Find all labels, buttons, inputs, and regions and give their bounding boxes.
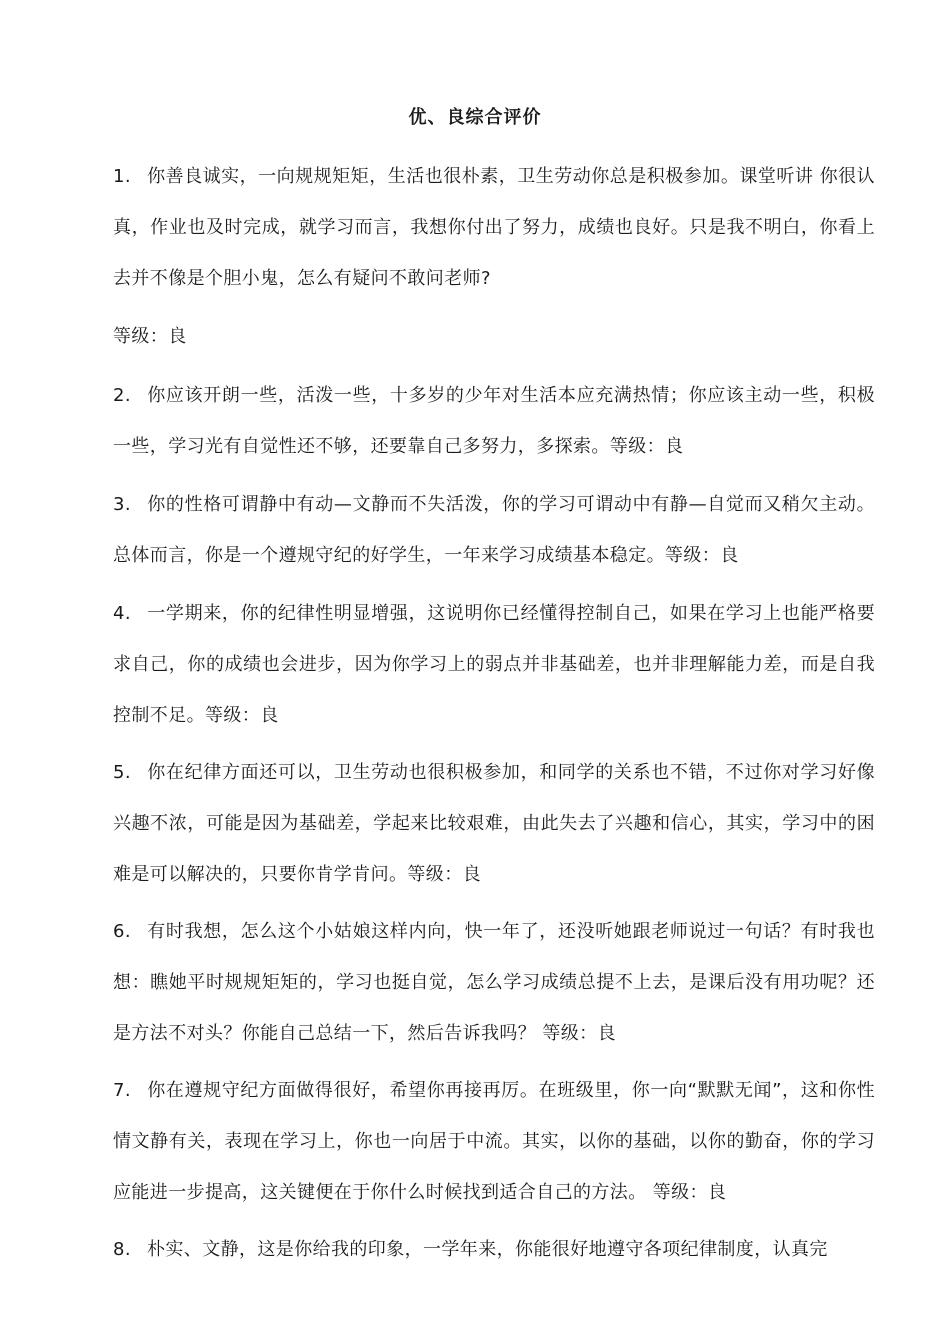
evaluation-item-1 (113, 151, 875, 304)
item-number: 8. (113, 1239, 131, 1260)
item-text: 一学期来，你的纪律性明显增强，这说明你已经懂得控制自己，如果在学习上也能严格要求自己，你的成绩也会进步，因为你学习上的弱点并非基础差，也并非理解能力差，而是自我控制不足。 (113, 603, 875, 726)
evaluation-item-8 (113, 1224, 875, 1275)
item-number: 5. (113, 762, 131, 783)
item-number: 4. (113, 603, 131, 624)
item-grade: 等级：良 (536, 1023, 616, 1044)
evaluation-item-2 (113, 370, 875, 472)
item-number: 6. (113, 921, 131, 942)
item-number: 3. (113, 494, 131, 515)
evaluation-item-1-grade (113, 311, 875, 362)
item-text: 你应该开朗一些，活泼一些，十多岁的少年对生活本应充满热情；你应该主动一些，积极一些，学习光有自觉性还不够，还要靠自己多努力，多探索。 (113, 385, 875, 457)
evaluation-item-5 (113, 747, 875, 900)
item-text: 你善良诚实，一向规规矩矩，生活也很朴素，卫生劳动你总是积极参加。课堂听讲 你很认真，作业也及时完成，就学习而言，我想你付出了努力，成绩也良好。只是我不明白，你看上去并不像是个胆小鬼，怎么有疑问不敢问老师? (113, 166, 875, 289)
item-grade: 等级：良 (205, 705, 279, 726)
item-grade: 等级：良 (113, 326, 187, 347)
item-grade: 等级：良 (665, 545, 739, 566)
item-text: 你的性格可谓静中有动—文静而不失活泼，你的学习可谓动中有静—自觉而又稍欠主动。总体而言，你是一个遵规守纪的好学生，一年来学习成绩基本稳定。 (113, 494, 875, 566)
item-text: 有时我想，怎么这个小姑娘这样内向，快一年了，还没听她跟老师说过一句话？有时我也想：瞧她平时规规矩矩的，学习也挺自觉，怎么学习成绩总提不上去，是课后没有用功呢？还是方法不对头？你能自己总结一下，然后告诉我吗？ (113, 921, 875, 1044)
item-number: 1. (113, 166, 131, 187)
item-text: 朴实、文静，这是你给我的印象，一学年来，你能很好地遵守各项纪律制度，认真完 (147, 1239, 828, 1260)
item-grade: 等级：良 (646, 1182, 727, 1203)
item-number: 2. (113, 385, 131, 406)
item-number: 7. (113, 1080, 131, 1101)
evaluation-item-7 (113, 1065, 875, 1218)
document-title: 优、良综合评价 (408, 107, 542, 128)
item-grade: 等级：良 (609, 436, 684, 457)
item-grade: 等级：良 (407, 864, 482, 885)
item-text: 你在纪律方面还可以，卫生劳动也很积极参加，和同学的关系也不错，不过你对学习好像兴趣不浓，可能是因为基础差，学起来比较艰难，由此失去了兴趣和信心，其实，学习中的困难是可以解决的，只要你肯学肯问。 (113, 762, 875, 885)
evaluation-item-4 (113, 588, 875, 741)
item-text: 你在遵规守纪方面做得很好，希望你再接再厉。在班级里，你一向“默默无闻”，这和你性情文静有关，表现在学习上，你也一向居于中流。其实，以你的基础，以你的勤奋，你的学习应能进一步提高，这关键便在于你什么时候找到适合自己的方法。 (113, 1080, 875, 1203)
evaluation-item-3 (113, 479, 875, 581)
evaluation-item-6 (113, 906, 875, 1059)
